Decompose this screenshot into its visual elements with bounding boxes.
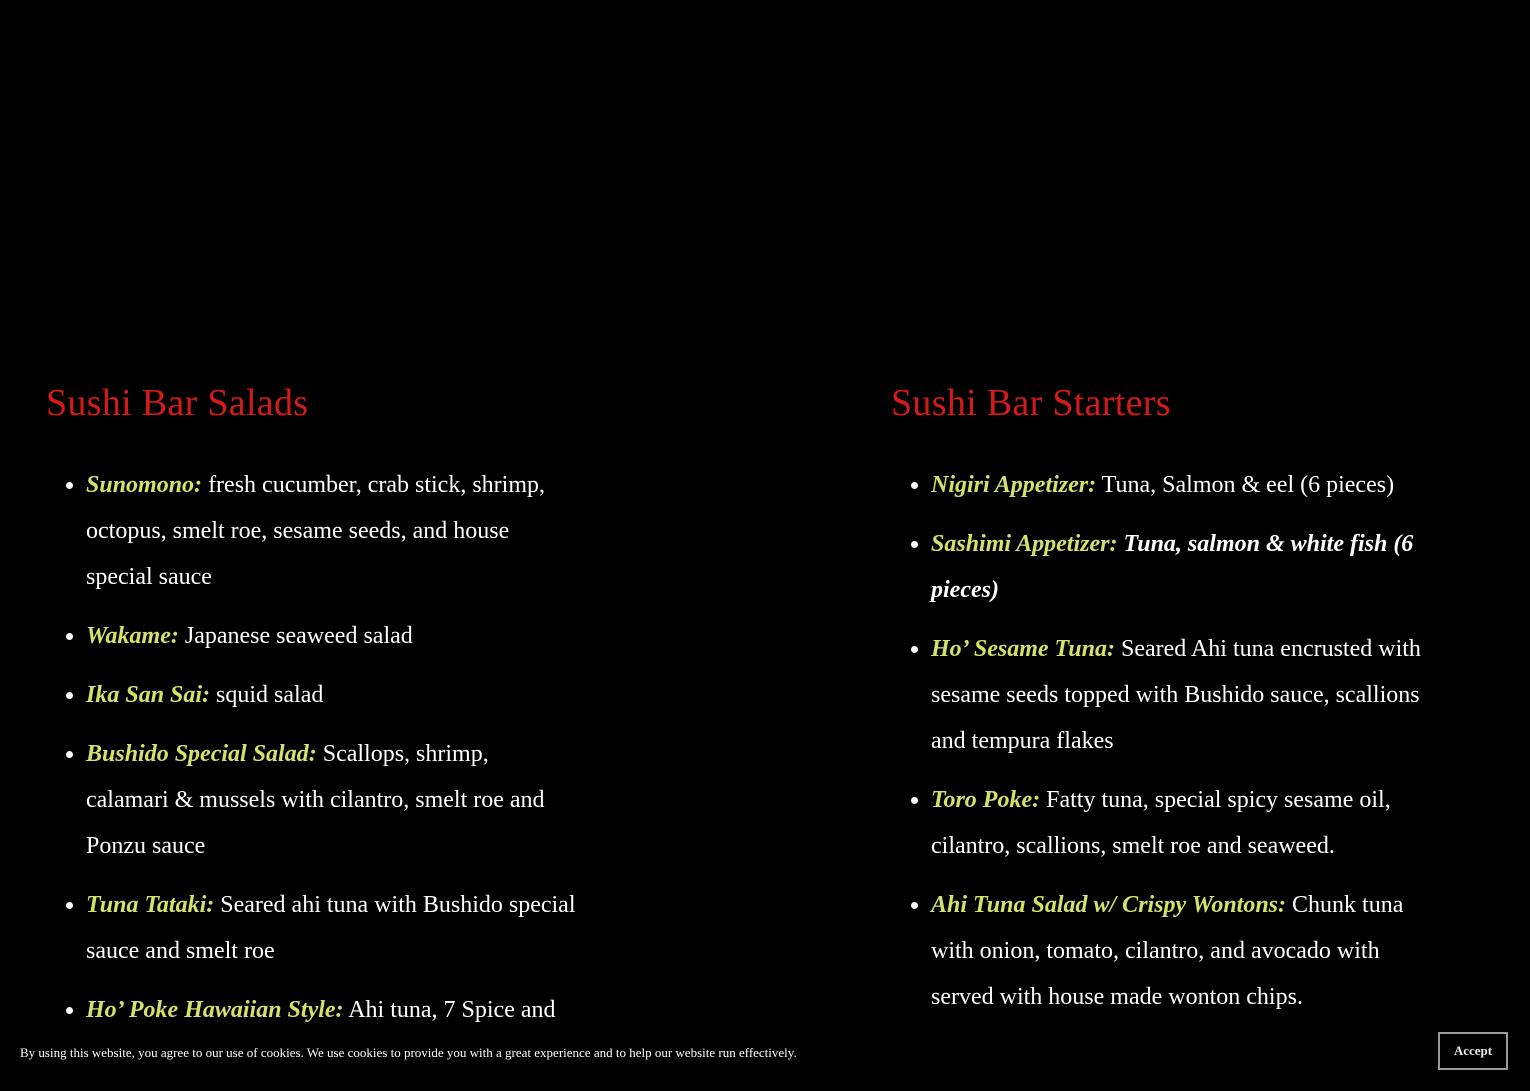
menu-item-description: fresh cucumber, crab stick, shrimp, octopus, smelt roe, sesame seeds, and house special sauce [86,472,545,590]
menu-item-toro-poke [931,777,1421,869]
menu-item-description: Fatty tuna, special spicy sesame oil, cilantro, scallions, smelt roe and seaweed. [931,787,1391,859]
salads-section-title: Sushi Bar Salads [46,382,309,424]
menu-item-name: Sunomono: [86,472,203,498]
menu-item-name: Nigiri Appetizer: [931,472,1097,498]
cookie-consent-text: By using this website, you agree to our use of cookies. We use cookies to provide you with a great experience and to help our website run effectively. [20,1045,797,1060]
menu-item-description: Ahi tuna, 7 Spice and [343,997,556,1023]
starters-section-title: Sushi Bar Starters [891,382,1171,424]
menu-item-ho-sesame-tuna [931,626,1421,764]
menu-item-name: Ahi Tuna Salad w/ Crispy Wontons: [931,892,1287,918]
starters-list [891,462,1451,1020]
menu-item-ahi-tuna-salad [931,882,1421,1020]
menu-item-description: Seared Ahi tuna encrusted with sesame seeds topped with Bushido sauce, scallions and tempura flakes [931,636,1421,754]
menu-item-description: Chunk tuna with onion, tomato, cilantro, and avocado with served with house made wonton chips. [931,892,1404,1010]
cookie-consent-bar [0,1023,1530,1091]
menu-item-name: Ho’ Sesame Tuna: [931,636,1115,662]
menu-item-name: Sashimi Appetizer: [931,531,1118,557]
menu-item-description: Tuna, Salmon & eel (6 pieces) [1096,472,1395,498]
menu-item-description: Seared ahi tuna with Bushido special sauce and smelt roe [86,892,576,964]
menu-item-tuna-tataki [86,882,576,974]
menu-item-sashimi-appetizer [931,521,1421,613]
menu-item-ika-san-sai [86,672,576,718]
menu-item-description: squid salad [210,682,324,708]
menu-item-name: Toro Poke: [931,787,1041,813]
menu-item-description: Japanese seaweed salad [178,623,413,649]
starters-section [891,380,1451,1033]
salads-section [46,380,606,1046]
menu-item-wakame [86,613,576,659]
menu-item-name: Tuna Tataki: [86,892,215,918]
menu-item-name: Ika San Sai: [86,682,211,708]
menu-item-name: Ho’ Poke Hawaiian Style: [86,997,344,1023]
menu-item-sunomono [86,462,576,600]
menu-item-nigiri-appetizer [931,462,1421,508]
menu-item-bushido-special-salad [86,731,576,869]
accept-cookies-button[interactable]: Accept [1438,1032,1508,1070]
menu-item-name: Wakame: [86,623,179,649]
menu-item-name: Bushido Special Salad: [86,741,317,767]
menu-item-description: Tuna, salmon & white fish (6 pieces) [931,531,1414,603]
menu-item-description: Scallops, shrimp, calamari & mussels with cilantro, smelt roe and Ponzu sauce [86,741,545,859]
salads-list [46,462,606,1033]
